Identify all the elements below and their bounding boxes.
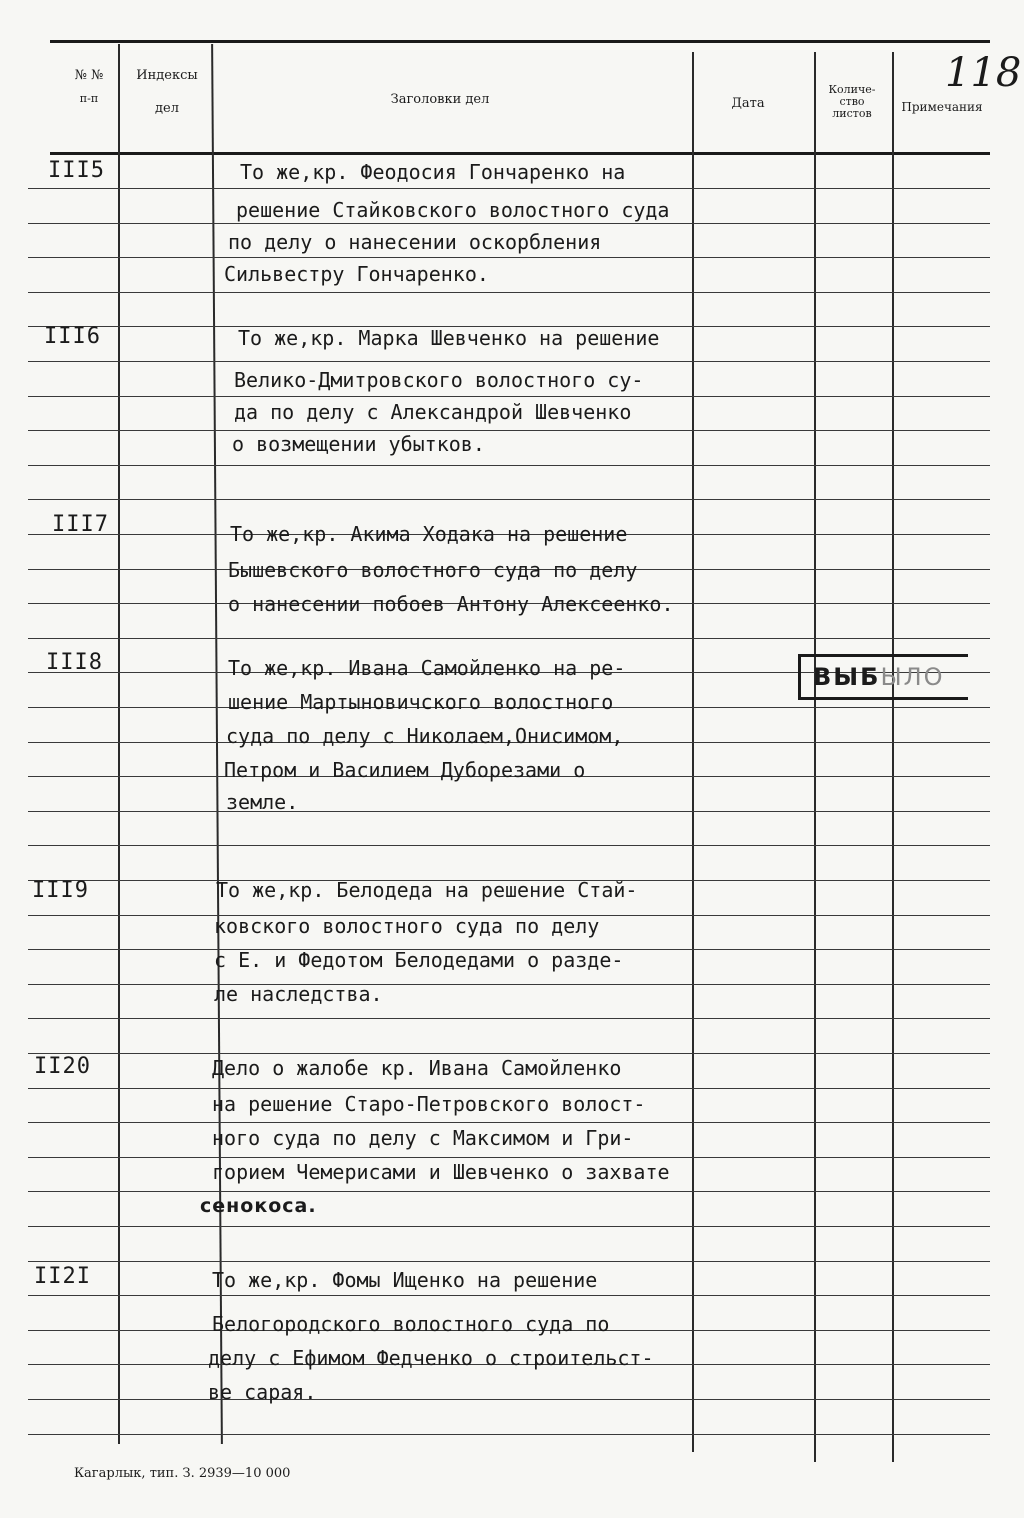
col-rule-4 [814, 52, 816, 1462]
entry-7-line-3: делу с Ефимом Федченко о строительст- [208, 1346, 654, 1370]
entry-4-line-2: шение Мартыновичского волостного [228, 690, 614, 714]
ruled-line [28, 1434, 990, 1435]
printer-imprint: Кагарлык, тип. З. 2939—10 000 [74, 1466, 291, 1481]
ruled-line [28, 1088, 990, 1089]
header-number-line2: п-п [79, 92, 99, 105]
sheet-number: 118 [945, 50, 1022, 96]
header-title: Заголовки дел [390, 92, 490, 107]
entry-4-line-3: суда по делу с Николаем,Онисимом, [226, 724, 624, 748]
entry-1-line-4: Сильвестру Гончаренко. [224, 262, 489, 286]
col-rule-1 [118, 44, 120, 1444]
header-sheets [816, 84, 888, 120]
entry-6-number: II20 [34, 1054, 91, 1079]
ruled-line [28, 845, 990, 846]
entry-3-line-3: о нанесении побоев Антону Алексеенко. [228, 592, 674, 616]
entry-6-line-3: ного суда по делу с Максимом и Гри- [212, 1126, 634, 1150]
header-sheets-line1: Количе- [828, 83, 876, 96]
col-rule-3 [692, 52, 694, 1452]
ruled-line [28, 361, 990, 362]
entry-5-line-2: ковского волостного суда по делу [214, 914, 600, 938]
entry-2-line-4: о возмещении убытков. [232, 432, 485, 456]
ruled-line [28, 465, 990, 466]
entry-6-line-1: Дело о жалобе кр. Ивана Самойленко [212, 1056, 622, 1080]
ruled-line [28, 1295, 990, 1296]
entry-1-number: III5 [48, 158, 105, 183]
entry-7-line-1: То же,кр. Фомы Ищенко на решение [212, 1268, 598, 1292]
stamp-text-bold: ВЫБ [813, 663, 881, 691]
ruled-line [28, 1226, 990, 1227]
ruled-line [28, 223, 990, 224]
entry-1-line-2: решение Стайковского волостного суда [236, 198, 670, 222]
ruled-line [28, 499, 990, 500]
ruled-line [28, 396, 990, 397]
ruled-line [28, 811, 990, 812]
top-rule [50, 40, 990, 43]
entry-7-number: II2I [34, 1264, 91, 1289]
ruled-line [28, 1261, 990, 1262]
ruled-line [28, 1018, 990, 1019]
entry-1-line-3: по делу о нанесении оскорбления [228, 230, 602, 254]
entry-2-line-1: То же,кр. Марка Шевченко на решение [238, 326, 660, 350]
entry-6-line-2: на решение Старо-Петровского волост- [212, 1092, 646, 1116]
entry-2-line-2: Велико-Дмитровского волостного су- [234, 368, 644, 392]
col-rule-2 [211, 44, 223, 1444]
withdrawn-stamp [798, 654, 968, 700]
entry-1-line-1: То же,кр. Феодосия Гончаренко на [240, 160, 626, 184]
stamp-text-faint: ЫЛО [880, 663, 945, 691]
ruled-line [28, 984, 990, 985]
entry-2-number: III6 [44, 324, 101, 349]
entry-5-line-3: с Е. и Федотом Белодедами о разде- [214, 948, 624, 972]
header-index [124, 68, 210, 116]
entry-4-line-4: Петром и Василием Дуборезами о [224, 758, 586, 782]
ruled-line [28, 638, 990, 639]
entry-2-line-3: да по делу с Александрой Шевченко [234, 400, 632, 424]
header-sheets-line3: листов [832, 107, 872, 120]
entry-6-line-4: горием Чемерисами и Шевченко о захвате [212, 1160, 670, 1184]
ruled-line [28, 1191, 990, 1192]
entry-4-line-5: земле. [226, 790, 299, 814]
entry-5-line-4: ле наследства. [214, 982, 383, 1006]
entry-7-line-4: ве сарая. [208, 1380, 317, 1404]
header-number [58, 68, 120, 105]
entry-3-line-2: Бышевского волостного суда по делу [228, 558, 638, 582]
header-index-line1: Индексы [136, 68, 198, 83]
entry-4-number: III8 [46, 650, 103, 675]
header-date: Дата [731, 96, 765, 111]
col-rule-5 [892, 52, 894, 1462]
ruled-line [28, 1399, 990, 1400]
ruled-line [28, 257, 990, 258]
entry-3-line-1: То же,кр. Акима Ходака на решение [230, 522, 628, 546]
header-rule [50, 152, 990, 155]
header-notes: Примечания [901, 100, 983, 114]
header-index-line2: дел [155, 101, 179, 116]
header-sheets-line2: ство [839, 95, 865, 108]
ruled-line [28, 1122, 990, 1123]
ruled-line [28, 1053, 990, 1054]
entry-5-number: III9 [32, 878, 89, 903]
entry-3-number: III7 [52, 512, 109, 537]
entry-5-line-1: То же,кр. Белодеда на решение Стай- [216, 878, 638, 902]
ruled-line [28, 1157, 990, 1158]
header-number-line1: № № [74, 68, 104, 83]
ruled-line [28, 188, 990, 189]
ruled-line [28, 292, 990, 293]
entry-4-line-1: То же,кр. Ивана Самойленко на ре- [228, 656, 626, 680]
entry-7-line-2: Белогородского волостного суда по [212, 1312, 610, 1336]
ruled-line [28, 430, 990, 431]
entry-6-extra: сенокоса. [200, 1195, 317, 1217]
